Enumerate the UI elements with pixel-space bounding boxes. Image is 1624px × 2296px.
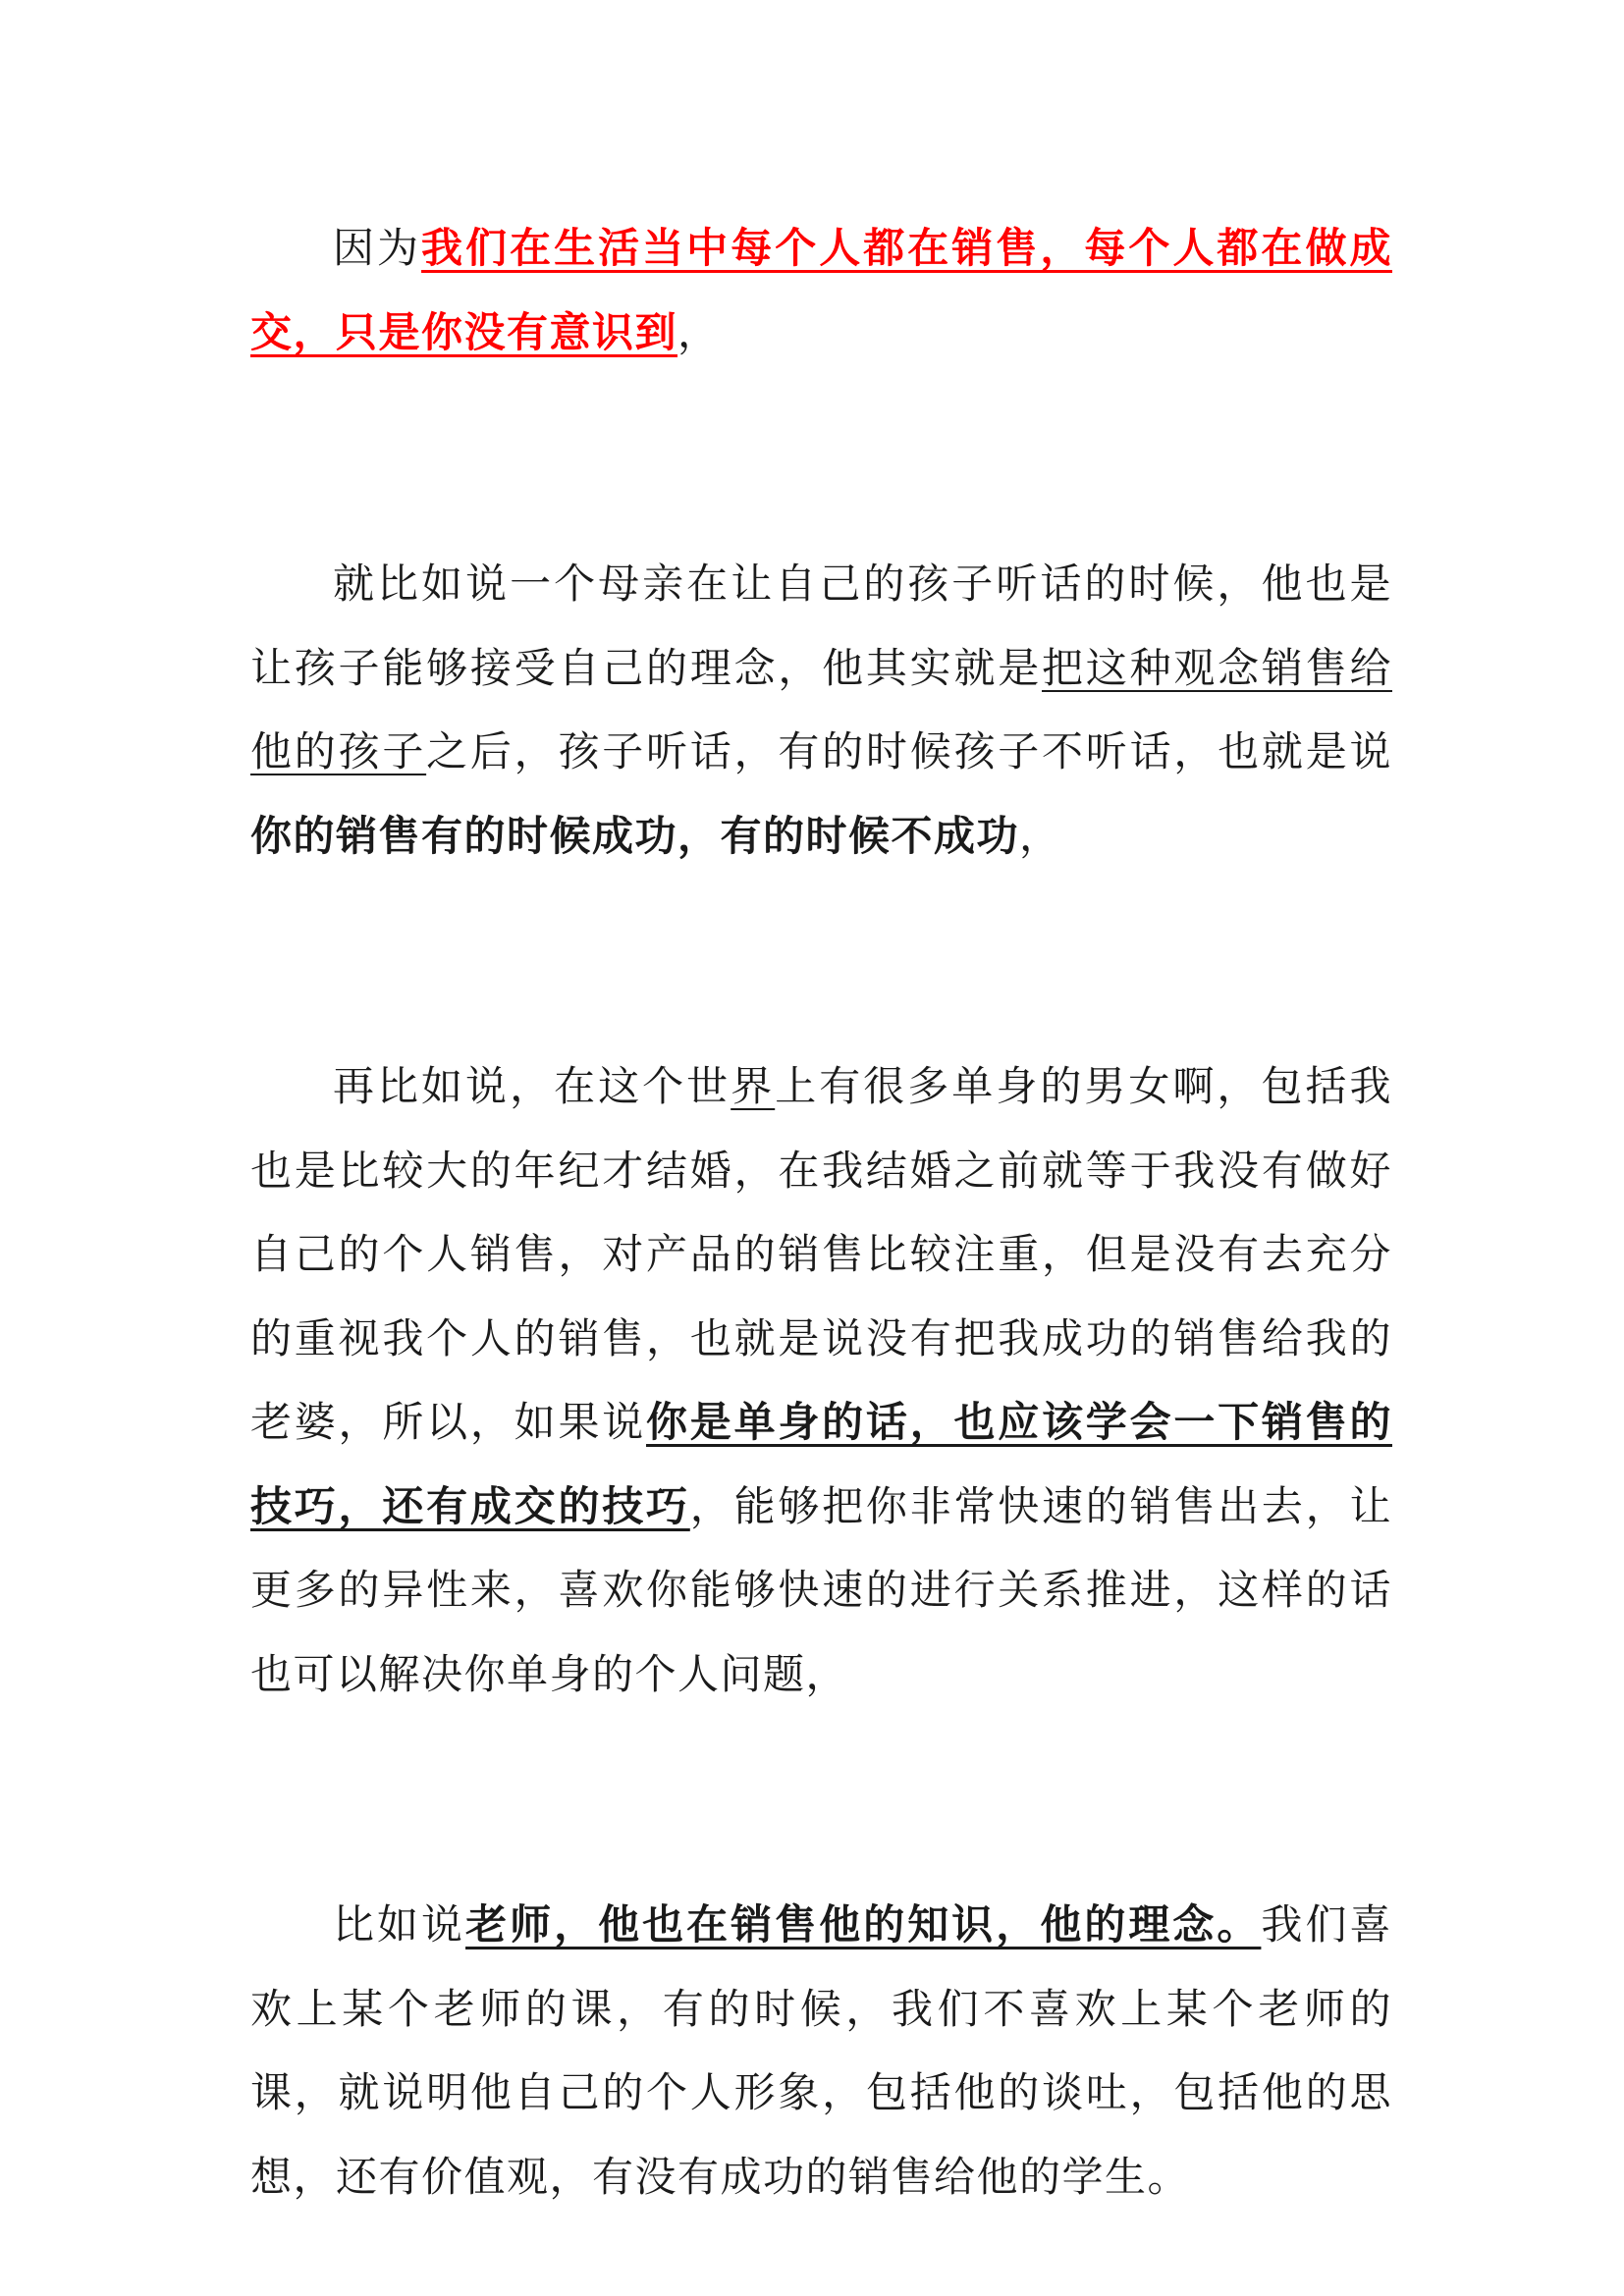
paragraph-spacer (250, 374, 1392, 542)
paragraph-2 (250, 542, 1392, 878)
paragraph-1 (250, 206, 1392, 374)
run-plain: 就比如说一个母亲在让自己的孩子听话的时候，他也是让孩子能够接受自己的理念，他其实就是 (250, 560, 1392, 692)
document-page (250, 206, 1392, 2218)
run-bold-underline: 你是单身的话，也应该学会一下销售的技巧，还有成交的技巧 (250, 1398, 1392, 1530)
paragraph-4 (250, 1883, 1392, 2218)
paragraph-spacer (250, 1716, 1392, 1883)
run-bold: 你的销售有的时候成功，有的时候不成功 (250, 811, 1020, 860)
run-plain: ， (1019, 811, 1062, 860)
run-bold-underline: 老师，他也在销售他的知识，他的理念。 (465, 1900, 1262, 1949)
run-plain: ， (677, 307, 721, 356)
run-plain: 再比如说，在这个世 (333, 1062, 731, 1110)
run-plain: ，能够把你非常快速的销售出去，让更多的异性来，喜欢你能够快速的进行关系推进，这样的话也可以解决你单身的个人问题， (250, 1481, 1392, 1698)
run-plain: 之后，孩子听话，有的时候孩子不听话，也就是说 (426, 727, 1392, 775)
run-underline: 界 (731, 1062, 776, 1110)
run-bold-red-underline: 我们在生活当中每个人都在销售，每个人都在做成交，只是你没有意识到 (250, 224, 1392, 356)
run-plain: 比如说 (333, 1900, 466, 1949)
run-plain: 上有很多单身的男女啊，包括我也是比较大的年纪才结婚，在我结婚之前就等于我没有做好自己的个人销售，对产品的销售比较注重，但是没有去充分的重视我个人的销售，也就是说没有把我成功的销售给我的老婆，所以，如果说 (250, 1062, 1392, 1446)
paragraph-spacer (250, 878, 1392, 1044)
run-plain: 我们喜欢上某个老师的课，有的时候，我们不喜欢上某个老师的课，就说明他自己的个人形象，包括他的谈吐，包括他的思想，还有价值观，有没有成功的销售给他的学生。 (250, 1900, 1392, 2201)
run-underline: 把这种观念销售给他的孩子 (250, 643, 1392, 775)
run-plain: 因为 (333, 224, 422, 272)
paragraph-3 (250, 1044, 1392, 1716)
